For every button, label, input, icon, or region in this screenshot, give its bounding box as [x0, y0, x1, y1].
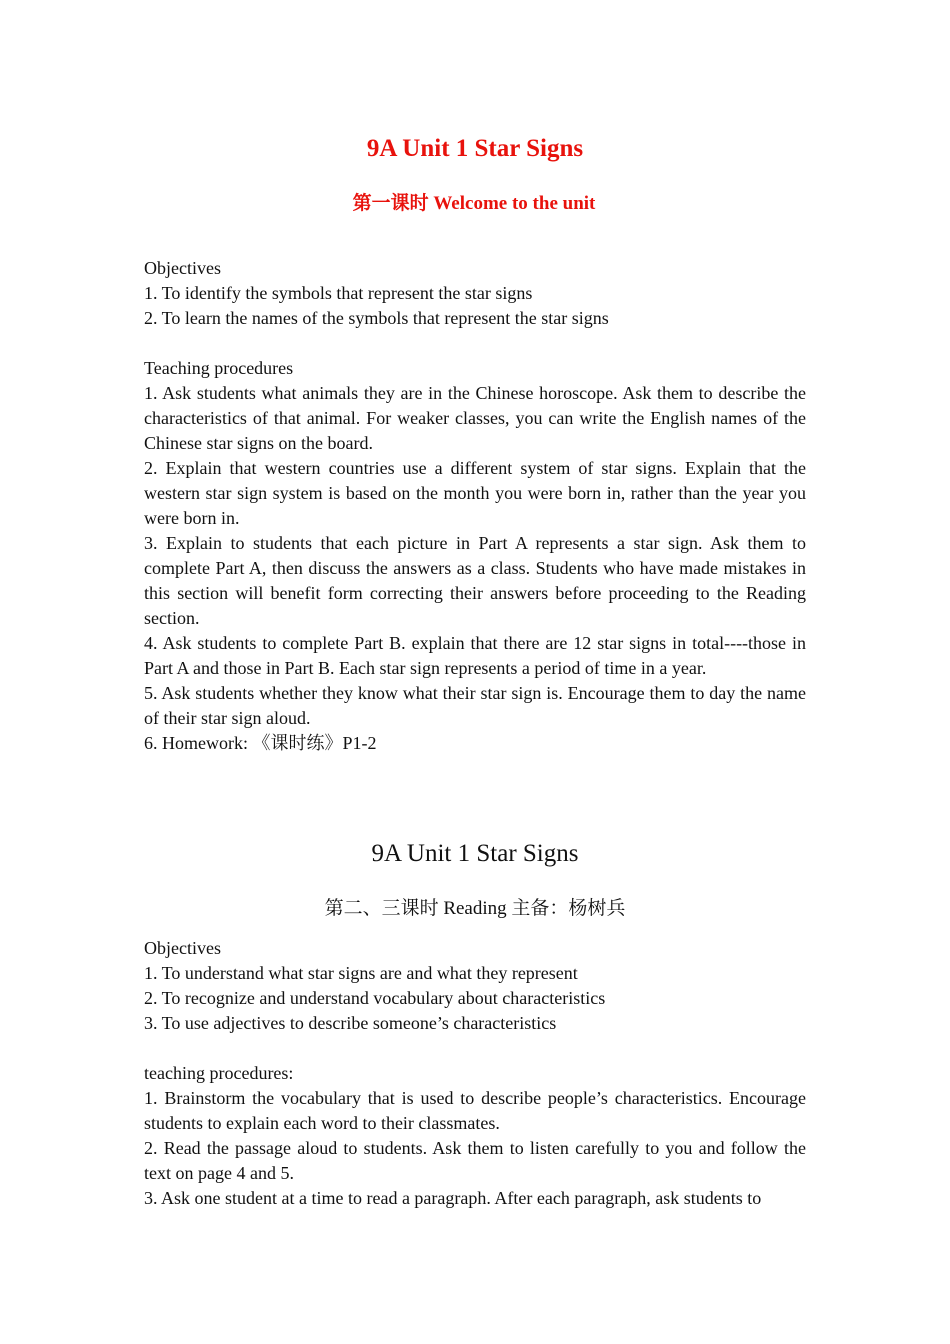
objective-item: 3. To use adjectives to describe someone’s characteristics: [144, 1013, 557, 1033]
objective-item: 2. To recognize and understand vocabulary about characteristics: [144, 988, 606, 1008]
objectives-heading: Objectives: [144, 258, 221, 278]
unit-title: 9A Unit 1 Star Signs: [366, 135, 584, 162]
procedures-heading: teaching procedures:: [144, 1063, 294, 1083]
objectives-heading: Objectives: [144, 938, 221, 958]
lesson-subtitle: 第二、三课时 Reading 主备：杨树兵: [324, 898, 626, 919]
procedure-item: 1. Ask students what animals they are in the Chinese horoscope. Ask them to describe the characteristics of that animal. For weaker classes, you can write the English names of the Chinese star signs on the board.: [144, 383, 806, 453]
procedures-heading: Teaching procedures: [144, 358, 294, 378]
procedures-section: [144, 1061, 806, 1211]
objective-item: 1. To understand what star signs are and what they represent: [144, 963, 578, 983]
procedure-item: 4. Ask students to complete Part B. explain that there are 12 star signs in total----those in Part A and those in Part B. Each star sign represents a period of time in a year.: [144, 633, 806, 678]
procedures-section: [144, 356, 806, 756]
objectives-section: [144, 256, 806, 331]
procedure-item: 3. Explain to students that each picture in Part A represents a star sign. Ask them to complete Part A, then discuss the answers as a class. Students who have made mistakes in this section will benefit form correcting their answers before proceeding to the Reading section.: [144, 533, 806, 628]
procedure-item: 5. Ask students whether they know what their star sign is. Encourage them to day the name of their star sign aloud.: [144, 683, 806, 728]
unit-title: 9A Unit 1 Star Signs: [371, 840, 579, 867]
procedure-item: 2. Explain that western countries use a different system of star signs. Explain that the western star sign system is based on the month you were born in, rather than the year you were born in.: [144, 458, 806, 528]
procedure-item: 3. Ask one student at a time to read a paragraph. After each paragraph, ask students to: [144, 1188, 762, 1208]
procedure-item: 2. Read the passage aloud to students. Ask them to listen carefully to you and follow the text on page 4 and 5.: [144, 1138, 806, 1183]
objectives-section: [144, 936, 806, 1036]
lesson-subtitle: 第一课时 Welcome to the unit: [352, 193, 596, 214]
procedure-item: 1. Brainstorm the vocabulary that is used to describe people’s characteristics. Encourage students to explain each word to their classmates.: [144, 1088, 806, 1133]
objective-item: 1. To identify the symbols that represent the star signs: [144, 283, 533, 303]
objective-item: 2. To learn the names of the symbols that represent the star signs: [144, 308, 609, 328]
procedure-item: 6. Homework: 《课时练》P1-2: [144, 733, 377, 753]
